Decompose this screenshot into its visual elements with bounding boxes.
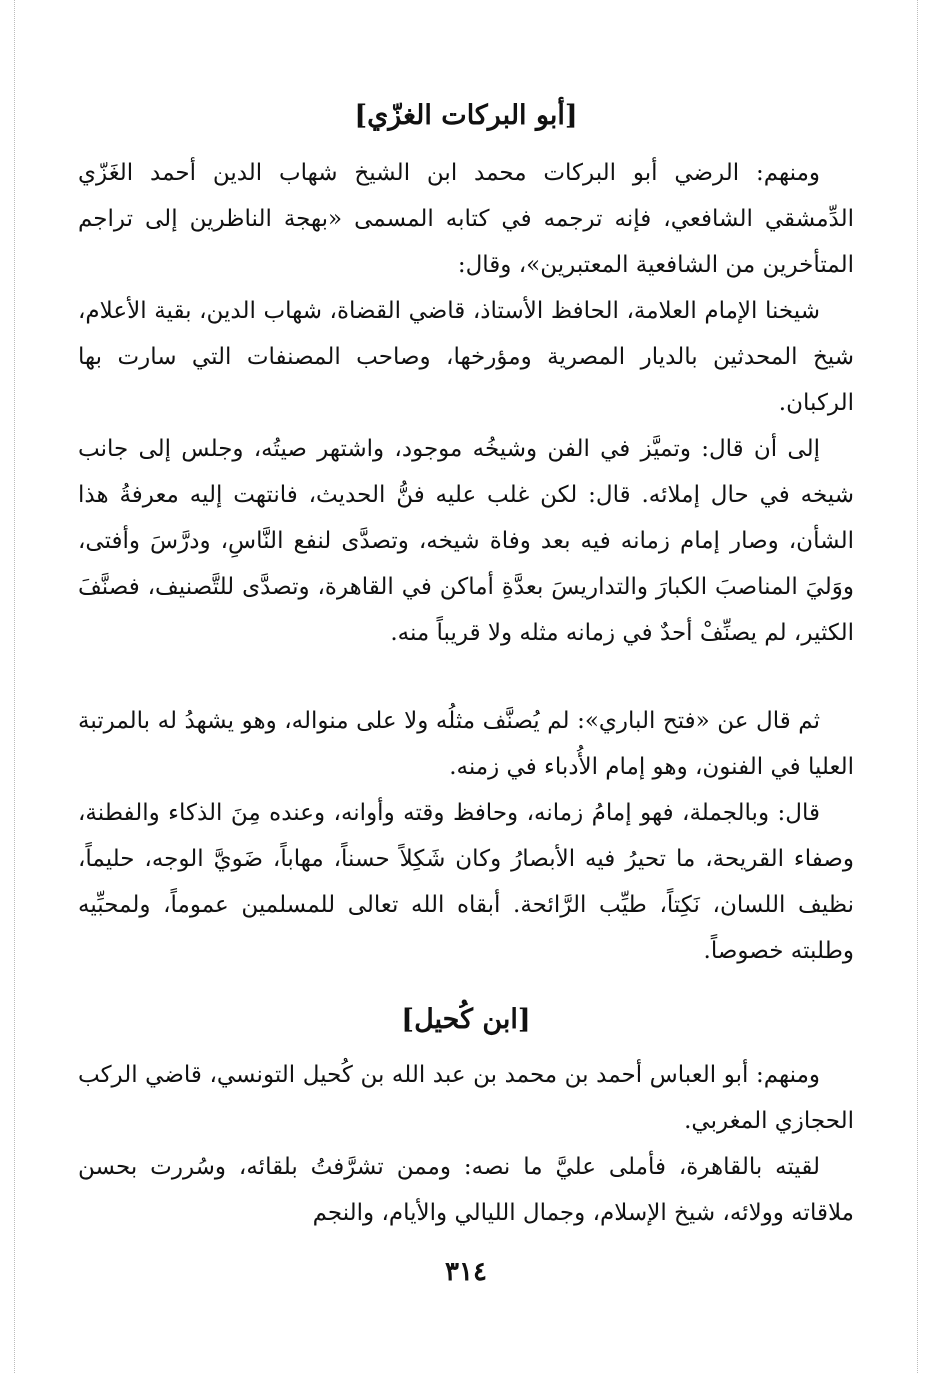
section-heading-abu-al-barakat: [أبو البركات الغزّي] xyxy=(354,100,578,131)
paragraph: قال: وبالجملة، فهو إمامُ زمانه، وحافظ وقته وأوانه، وعنده مِنَ الذكاء والفطنة، وصفاء القريحة، ما تحيرُ فيه الأبصارُ وكان شَكِلاً حسناً، مهاباً، ضَويَّ الوجه، حليماً، نظيف اللسان، نَكِتاً، طيِّب الرَّائحة. أبقاه الله تعالى للمسلمين عموماً، ولمحبِّيه وطلبته خصوصاً. xyxy=(78,800,854,964)
section-heading-ibn-kuhayl: [ابن كُحيل] xyxy=(401,1004,531,1035)
right-margin-dotted-line xyxy=(917,0,918,1373)
paragraph: لقيته بالقاهرة، فأملى عليَّ ما نصه: وممن تشرَّفتُ بلقائه، وسُررت بحسن ملاقاته وولائه، شيخ الإسلام، وجمال الليالي والأيام، والنجم xyxy=(78,1154,854,1226)
page-number: ٣١٤ xyxy=(445,1257,487,1287)
paragraph: ومنهم: الرضي أبو البركات محمد ابن الشيخ شهاب الدين أحمد الغَزّي الدِّمشقي الشافعي، فإنه ترجمه في كتابه المسمى «بهجة الناظرين إلى تراجم المتأخرين من الشافعية المعتبرين»، وقال: xyxy=(78,160,854,278)
left-margin-dotted-line xyxy=(14,0,15,1373)
paragraph: إلى أن قال: وتميَّز في الفن وشيخُه موجود، واشتهر صيتُه، وجلس إلى جانب شيخه في حال إملائه. قال: لكن غلب عليه فنُّ الحديث، فانتهت إليه معرفةُ هذا الشأن، وصار إمام زمانه فيه بعد وفاة شيخه، وتصدَّى لنفع النَّاسِ، ودرَّسَ وأفتى، ووَليَ المناصبَ الكبارَ والتداريسَ بعدَّةِ أماكن في القاهرة، وتصدَّى للتَّصنيف، فصنَّفَ الكثير، لم يصنِّفْ أحدٌ في زمانه مثله ولا قريباً منه. xyxy=(78,436,854,646)
paragraph: ومنهم: أبو العباس أحمد بن محمد بن عبد الله بن كُحيل التونسي، قاضي الركب الحجازي المغربي. xyxy=(78,1062,854,1134)
paragraph: شيخنا الإمام العلامة، الحافظ الأستاذ، قاضي القضاة، شهاب الدين، بقية الأعلام، شيخ المحدثين بالديار المصرية ومؤرخها، وصاحب المصنفات التي سارت بها الركبان. xyxy=(78,298,854,416)
paragraph: ثم قال عن «فتح الباري»: لم يُصنَّف مثلُه ولا على منواله، وهو يشهدُ له بالمرتبة العليا في الفنون، وهو إمام الأُدباء في زمنه. xyxy=(78,708,854,780)
